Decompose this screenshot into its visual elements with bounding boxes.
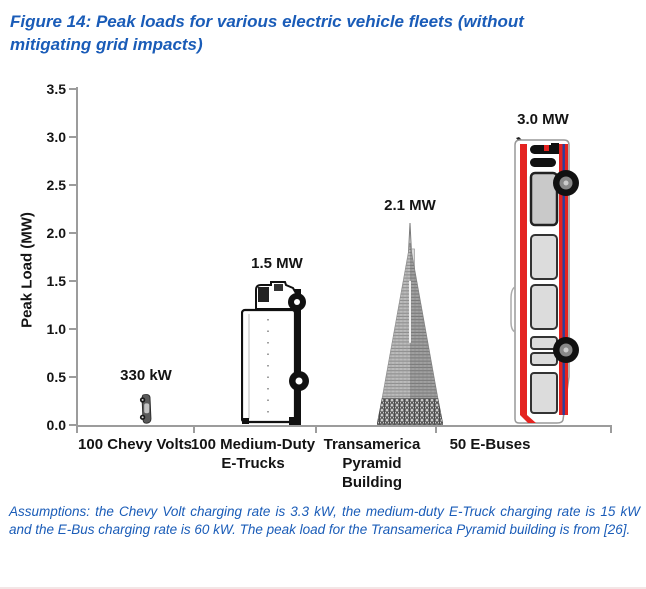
y-axis-tick-label: 3.5 [46,81,66,97]
x-axis-tick-mark [435,425,437,433]
pictogram-transamerica-pyramid [377,223,443,425]
y-axis-tick-mark [69,232,76,234]
pictogram-medium-duty-e-truck [241,281,313,425]
transamerica-pyramid-icon [377,223,443,425]
y-axis-tick-mark [69,184,76,186]
y-axis-tick-label: 0.5 [46,369,66,385]
y-axis-tick-mark [69,280,76,282]
y-axis-title: Peak Load (MW) [18,212,36,328]
y-axis-tick-label: 0.0 [46,417,66,433]
y-axis-tick-label: 1.5 [46,273,66,289]
category-label: 50 E-Buses [449,436,531,453]
x-axis-tick-mark [76,425,78,433]
x-axis-tick-mark [193,425,195,433]
y-axis-tick-label: 3.0 [46,129,66,145]
y-axis-tick-mark [69,328,76,330]
x-axis-line [76,425,612,427]
y-axis-tick-mark [69,424,76,426]
y-axis-tick-label: 2.5 [46,177,66,193]
y-axis-tick-mark [69,136,76,138]
y-axis-tick-mark [69,376,76,378]
chevy-volt-car-icon [139,393,153,425]
pictogram-e-bus [506,137,580,425]
e-truck-icon [241,281,313,425]
value-label: 1.5 MW [251,255,303,272]
y-axis-line [76,87,78,427]
y-axis-tick-label: 1.0 [46,321,66,337]
category-label: 100 Chevy Volts [78,436,192,453]
category-label: 100 Medium-Duty E-Trucks [190,436,316,472]
category-label: Transamerica Pyramid Building [323,436,421,491]
assumptions-note: Assumptions: the Chevy Volt charging rate is 3.3 kW, the medium-duty E-Truck charging rate is 15 kW and the E-Bus charging rate is 60 kW. The peak load for the Transamerica Pyramid building is from [26]. [9,504,640,537]
y-axis-tick-label: 2.0 [46,225,66,241]
value-label: 3.0 MW [517,111,569,128]
e-bus-icon [506,137,580,425]
pictogram-chevy-volt-car [139,393,153,425]
y-axis-tick-mark [69,88,76,90]
value-label: 2.1 MW [384,197,436,215]
x-axis-tick-mark [315,425,317,433]
figure-title: Figure 14: Peak loads for various electric vehicle fleets (without mitigating grid impacts) [10,12,524,54]
x-axis-tick-mark [610,425,612,433]
value-label: 330 kW [120,367,172,385]
